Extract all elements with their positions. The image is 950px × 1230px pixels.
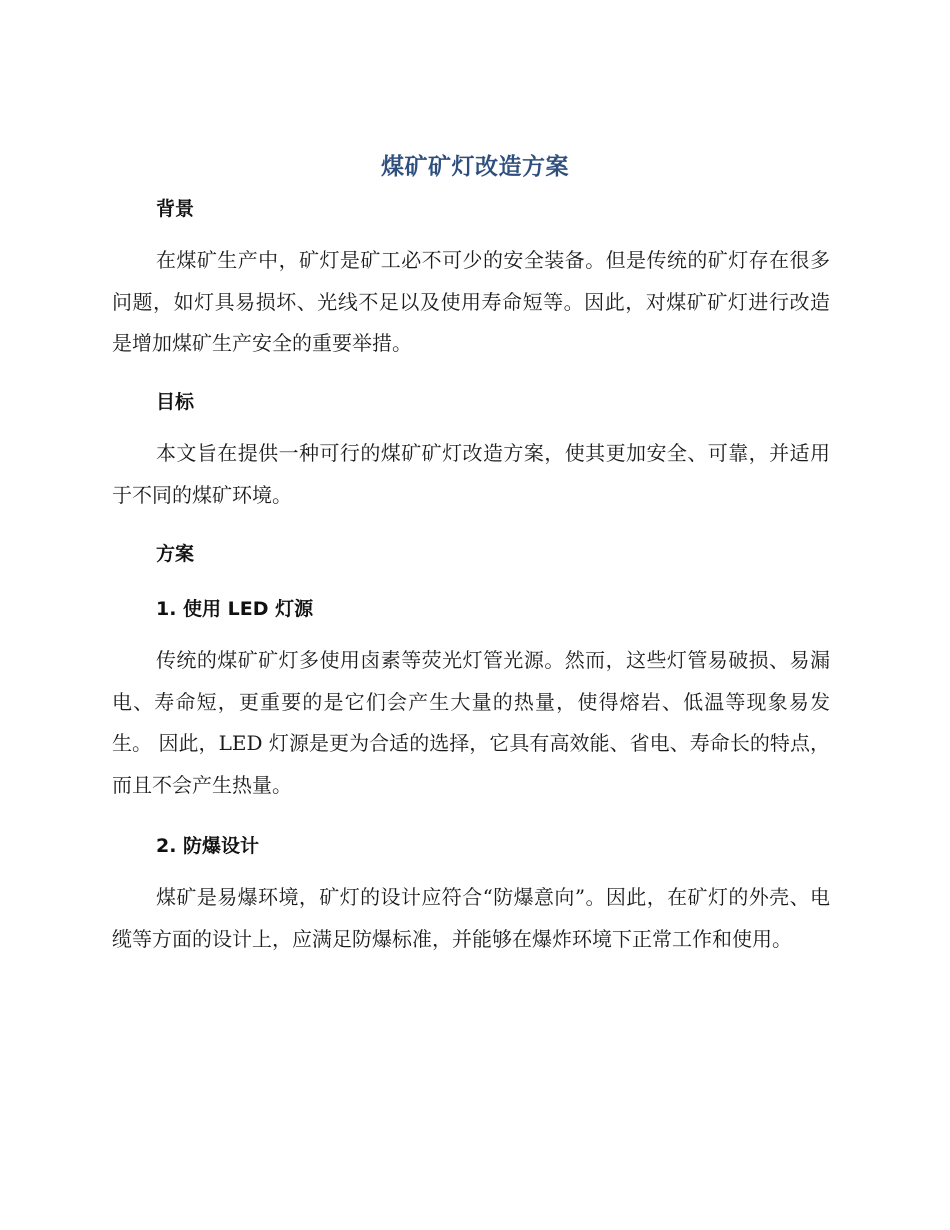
paragraph-explosion-proof: 煤矿是易爆环境，矿灯的设计应符合“防爆意向”。因此，在矿灯的外壳、电缆等方面的设计上，应满足防爆标准，并能够在爆炸环境下正常工作和使用。 <box>112 885 830 951</box>
section-heading-background: 背景 <box>156 198 195 220</box>
section-heading-plan: 方案 <box>156 543 195 565</box>
document-title: 煤矿矿灯改造方案 <box>381 154 569 180</box>
paragraph-background: 在煤矿生产中，矿灯是矿工必不可少的安全装备。但是传统的矿灯存在很多问题，如灯具易损坏、光线不足以及使用寿命短等。因此，对煤矿矿灯进行改造是增加煤矿生产安全的重要举措。 <box>112 248 830 355</box>
subsection-heading-led: 1. 使用 LED 灯源 <box>156 598 314 620</box>
section-heading-goal: 目标 <box>156 391 195 413</box>
subsection-heading-explosion-proof: 2. 防爆设计 <box>156 835 260 857</box>
paragraph-goal: 本文旨在提供一种可行的煤矿矿灯改造方案，使其更加安全、可靠，并适用于不同的煤矿环境。 <box>112 441 830 507</box>
paragraph-led: 传统的煤矿矿灯多使用卤素等荧光灯管光源。然而，这些灯管易破损、易漏电、寿命短，更重要的是它们会产生大量的热量，使得熔岩、低温等现象易发生。 因此，LED 灯源是更为合适的选择，它具有高效能、省电、寿命长的特点，而且不会产生热量。 <box>112 648 830 797</box>
